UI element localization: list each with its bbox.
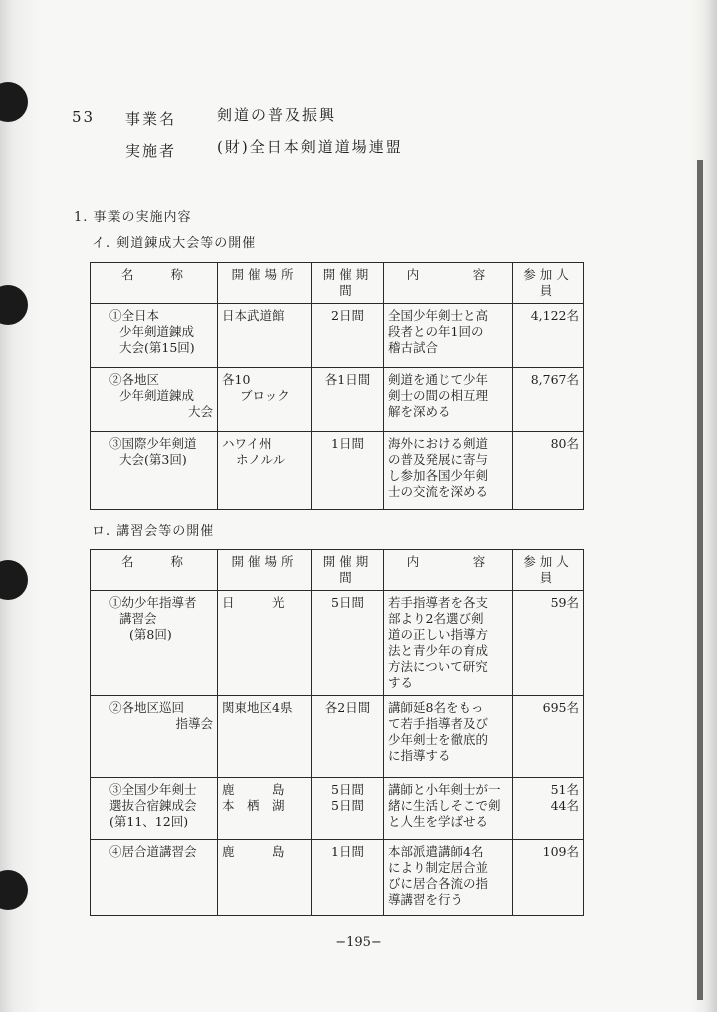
- table-cell-text: 剣士の間の相互理: [388, 388, 489, 403]
- table-cell-text: 5日間: [331, 798, 364, 813]
- table-cell: [91, 696, 218, 778]
- table-cell-text: 稽古試合: [388, 340, 439, 355]
- table-cell-text: 5日間: [331, 782, 364, 797]
- table-cell: [384, 778, 513, 840]
- tournament-table: [90, 262, 584, 510]
- table-cell-text: 59名: [550, 595, 579, 610]
- table-cell: [218, 432, 312, 510]
- col-people: 参加人員: [513, 263, 584, 304]
- implementer-label: 実施者: [125, 142, 177, 160]
- table-cell: [513, 696, 584, 778]
- page-number: −195−: [335, 935, 382, 950]
- seminar-table: [90, 549, 584, 916]
- table-cell: [218, 840, 312, 916]
- table-cell-text: ブロック: [240, 388, 290, 403]
- table-cell: [384, 432, 513, 510]
- table-cell-text: 4,122名: [513, 304, 584, 368]
- table-cell-text: ハワイ州: [222, 436, 272, 451]
- table-cell: [384, 368, 513, 432]
- table-cell-text: 部より2名選び剣: [388, 611, 484, 626]
- section-heading: 1. 事業の実施内容: [74, 210, 192, 225]
- table-cell-text: て若手指導者及び: [388, 716, 489, 731]
- table-cell-text: 方法について研究: [388, 659, 488, 674]
- table-cell-text: 指導会: [175, 716, 213, 731]
- table-cell-text: 緒に生活しそこで剣: [388, 798, 501, 813]
- table-cell: [218, 591, 312, 696]
- table-cell-text: 日 光: [222, 595, 285, 610]
- table-cell: [312, 840, 384, 916]
- table-cell: [384, 696, 513, 778]
- table-row: [91, 368, 584, 432]
- table-cell-text: 大会(第15回): [119, 340, 195, 355]
- scan-edge-shadow: [697, 160, 703, 1000]
- table-cell-text: (第8回): [129, 627, 172, 642]
- table-row: [91, 778, 584, 840]
- table-cell-text: ③国際少年剣道: [109, 436, 197, 451]
- table-cell: [218, 696, 312, 778]
- table-row: [91, 591, 584, 696]
- table-cell-text: 道の正しい指導方: [388, 627, 489, 642]
- col-place: 開催場所: [218, 263, 312, 304]
- project-label: 事業名: [125, 110, 177, 128]
- col-period: 開催期間: [312, 550, 384, 591]
- table-cell: [384, 840, 513, 916]
- table-cell-text: 109名: [542, 844, 579, 859]
- table-cell-text: 本 栖 湖: [222, 798, 285, 813]
- table-cell-text: 1日間: [331, 844, 364, 859]
- table-cell-text: 講師と小年剣士が一: [388, 782, 501, 797]
- table-cell-text: 各1日間: [312, 368, 384, 432]
- table-cell: [91, 368, 218, 432]
- table-cell-text: 8,767名: [513, 368, 584, 432]
- table-cell: [91, 304, 218, 368]
- table-cell-text: ホノルル: [236, 452, 286, 467]
- table-cell-text: 大会(第3回): [119, 452, 187, 467]
- col-place: 開催場所: [218, 550, 312, 591]
- table-cell: [312, 696, 384, 778]
- table-cell-text: ①幼少年指導者: [109, 595, 197, 610]
- item-number: 53: [72, 108, 96, 126]
- table-cell-text: 段者との年1回の: [388, 324, 484, 339]
- table-cell-text: ④居合道講習会: [109, 844, 197, 859]
- table-cell: [91, 432, 218, 510]
- table-cell: [91, 591, 218, 696]
- table-cell-text: 5日間: [331, 595, 364, 610]
- table-cell-text: 少年剣道錬成: [119, 388, 195, 403]
- table-cell: [312, 591, 384, 696]
- table-cell-text: ②各地区: [109, 372, 160, 387]
- table-cell-text: 剣道を通じて少年: [388, 372, 489, 387]
- table-row: [91, 840, 584, 916]
- table-header-row: [91, 550, 584, 591]
- table-cell-text: 若手指導者を各支: [388, 595, 489, 610]
- table-cell-text: し参加各国少年剣: [388, 468, 489, 483]
- table-cell-text: の普及発展に寄与: [388, 452, 489, 467]
- table-cell-text: 本部派遣講師4名: [388, 844, 484, 859]
- table-cell-text: 1日間: [312, 432, 384, 510]
- table-cell-text: 導講習を行う: [388, 892, 464, 907]
- table-cell-text: 2日間: [312, 304, 384, 368]
- table-header-row: [91, 263, 584, 304]
- table-cell: [91, 840, 218, 916]
- project-name: 剣道の普及振興: [217, 106, 337, 124]
- table-cell-text: 関東地区4県: [222, 700, 293, 715]
- col-people: 参加人員: [513, 550, 584, 591]
- table-cell-text: と人生を学ばせる: [388, 814, 489, 829]
- col-content: 内 容: [384, 550, 513, 591]
- table-cell-text: に指導する: [388, 748, 451, 763]
- table-cell-text: ②各地区巡回: [109, 700, 185, 715]
- table-cell: [312, 778, 384, 840]
- table-cell: [218, 778, 312, 840]
- table-cell-text: 大会: [187, 404, 213, 419]
- table-cell-text: 法と青少年の育成: [388, 643, 489, 658]
- table-cell-text: 選抜合宿錬成会: [109, 798, 197, 813]
- subsection-i-heading: イ. 剣道錬成大会等の開催: [92, 236, 257, 251]
- col-name: 名 称: [91, 263, 218, 304]
- table-cell-text: (第11、12回): [109, 814, 189, 829]
- table-cell-text: 鹿 島: [222, 844, 285, 859]
- table-cell-text: 少年剣道錬成: [119, 324, 195, 339]
- table-cell-text: 講師延8名をもっ: [388, 700, 484, 715]
- table-cell: [218, 368, 312, 432]
- table-cell-text: 日本武道館: [222, 308, 285, 323]
- table-cell-text: 695名: [542, 700, 579, 715]
- table-cell-text: 解を深める: [388, 404, 451, 419]
- table-cell: [513, 591, 584, 696]
- table-cell: [384, 591, 513, 696]
- table-cell: [513, 778, 584, 840]
- table-cell-text: 80名: [513, 432, 584, 510]
- table-cell-text: ③全国少年剣士: [109, 782, 197, 797]
- table-cell-text: 士の交流を深める: [388, 484, 489, 499]
- col-name: 名 称: [91, 550, 218, 591]
- table-cell-text: 海外における剣道: [388, 436, 489, 451]
- table-cell: [218, 304, 312, 368]
- table-cell-text: 講習会: [119, 611, 157, 626]
- col-period: 開催期間: [312, 263, 384, 304]
- table-cell: [513, 840, 584, 916]
- table-cell-text: 少年剣士を徹底的: [388, 732, 489, 747]
- table-cell-text: により制定居合並: [388, 860, 489, 875]
- table-cell-text: びに居合各流の指: [388, 876, 489, 891]
- table-cell: [91, 778, 218, 840]
- table-cell-text: 鹿 島: [222, 782, 285, 797]
- col-content: 内 容: [384, 263, 513, 304]
- table-row: [91, 304, 584, 368]
- table-cell-text: 全国少年剣士と高: [388, 308, 489, 323]
- table-cell-text: 44名: [550, 798, 579, 813]
- subsection-ro-heading: ロ. 講習会等の開催: [92, 524, 215, 539]
- table-cell-text: ①全日本: [109, 308, 160, 323]
- table-cell-text: 各10: [222, 372, 251, 387]
- table-row: [91, 432, 584, 510]
- table-cell-text: する: [388, 675, 414, 690]
- implementer-name: (財)全日本剣道道場連盟: [217, 138, 403, 156]
- table-cell-text: 各2日間: [324, 700, 371, 715]
- table-cell-text: 51名: [550, 782, 579, 797]
- table-cell: [384, 304, 513, 368]
- table-row: [91, 696, 584, 778]
